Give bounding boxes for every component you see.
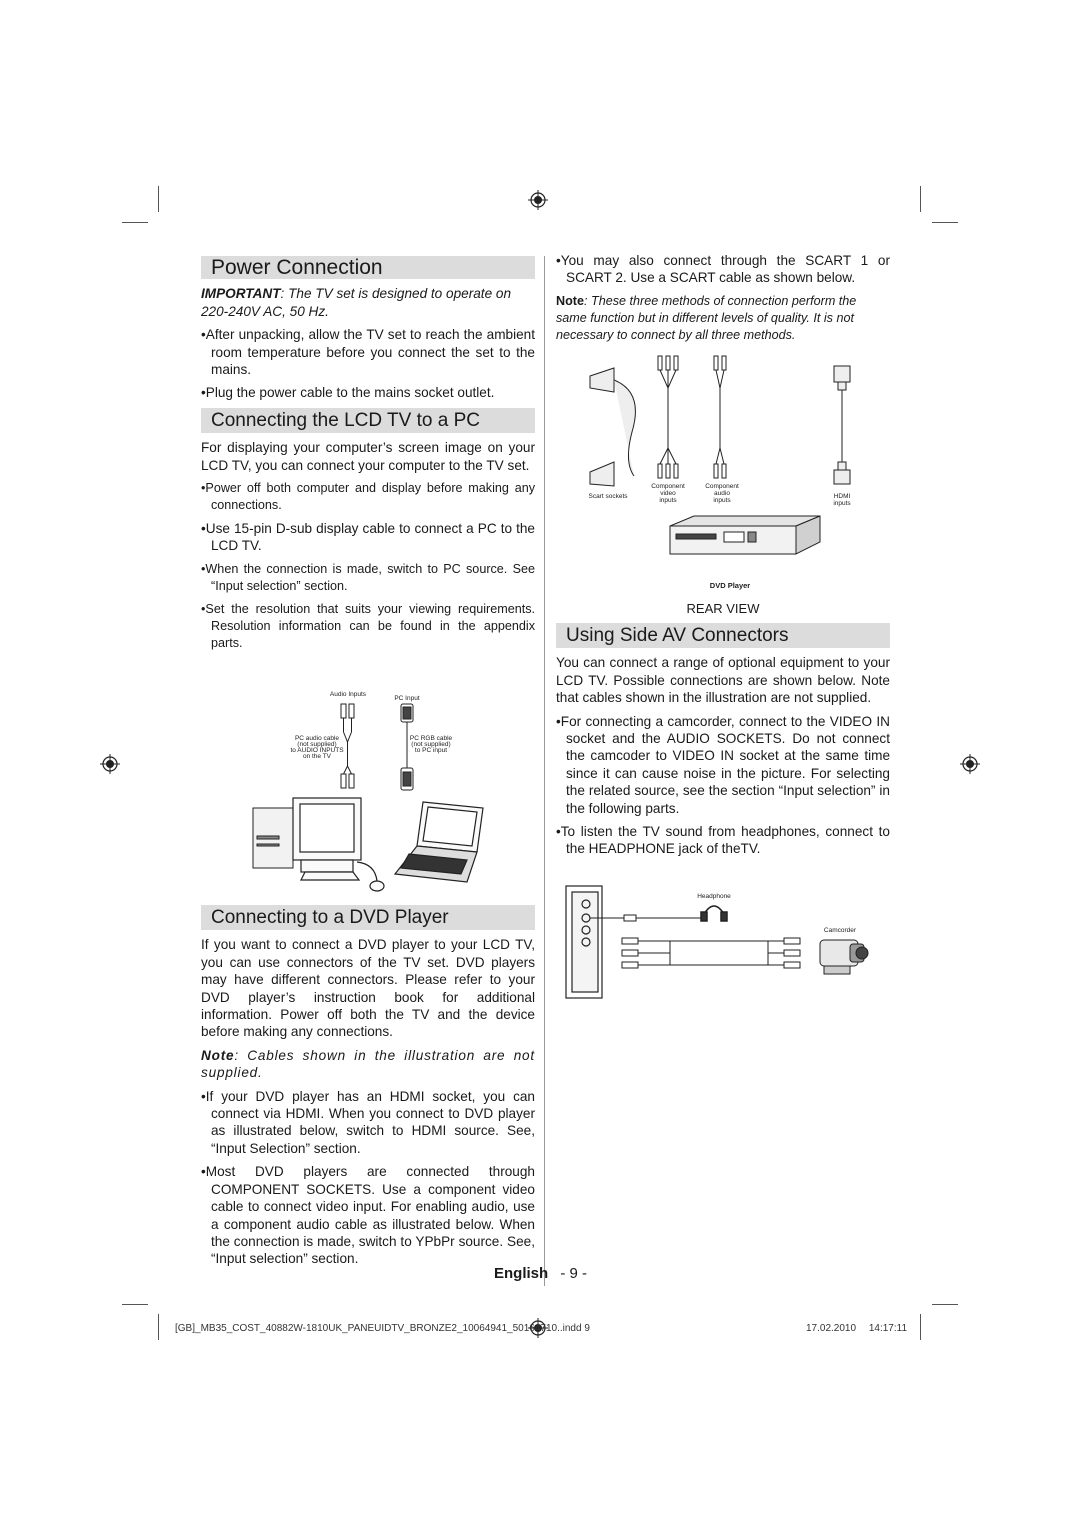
component-audio-cable-icon [714, 356, 726, 478]
component-video-label: video [660, 490, 676, 497]
important-notice [201, 285, 535, 320]
list-item: • Use 15-pin D-sub display cable to connect a PC to the LCD TV. [201, 520, 535, 555]
list-item: • For connecting a camcorder, connect to the VIDEO IN socket and the AUDIO SOCKETS. Do not connect the camcoder to VIDEO IN socket at the same time since it can cause noise in the picture. For selecting the related source, see the section “Input selection” in the following parts. [556, 713, 890, 817]
list-item: • Most DVD players are connected through COMPONENT SOCKETS. Use a component video cable to connect video input. For enabling audio, use a component audio cable as illustrated below. When the connection is made, switch to YPbPr source. See, “Input selection” section. [201, 1163, 535, 1267]
audio-cable-label: (not supplied) [297, 741, 337, 748]
pc-input-label: PC Input [394, 695, 420, 702]
power-connection-heading: Power Connection [201, 256, 535, 279]
component-video-cable-icon [658, 356, 678, 478]
connecting-dvd-heading: Connecting to a DVD Player [201, 905, 535, 930]
list-item: • Power off both computer and display before making any connections. [201, 480, 535, 514]
list-item: • If your DVD player has an HDMI socket, you can connect via HDMI. When you connect to DVD player as illustrated below, switch to HDMI source. See, “Input Selection” section. [201, 1088, 535, 1158]
list-item: • Plug the power cable to the mains socket outlet. [201, 384, 535, 401]
list-item: • To listen the TV sound from headphones, connect to the HEADPHONE jack of theTV. [556, 823, 890, 858]
audio-cable-label: to AUDIO INPUTS [290, 747, 344, 754]
camcorder-icon [820, 940, 868, 974]
rear-view-caption: REAR VIEW [686, 601, 760, 616]
crop-mark [158, 186, 159, 212]
component-audio-label: inputs [713, 497, 731, 504]
page-number: - 9 - [560, 1265, 588, 1282]
audio-inputs-label: Audio Inputs [329, 691, 367, 698]
important-text: : The TV set is designed to operate on 220-240V AC, 50 Hz. [201, 286, 512, 319]
side-av-heading: Using Side AV Connectors [556, 623, 890, 648]
crop-mark [932, 1304, 958, 1305]
pc-tower-icon [253, 808, 293, 868]
dvd-connection-illustration [584, 352, 874, 596]
page-footer [494, 1265, 587, 1282]
side-av-section [556, 623, 890, 864]
pc-connection-illustration [245, 686, 495, 900]
hdmi-label: HDMI [833, 493, 851, 500]
av-cable-icon [622, 938, 800, 968]
audio-plug-icon [341, 704, 354, 788]
component-audio-label: Component [705, 483, 739, 490]
footer-language: English [494, 1265, 549, 1282]
print-date [806, 1323, 907, 1334]
side-av-illustration [564, 884, 874, 1002]
dvd-player-icon [670, 516, 820, 554]
audio-cable-label: on the TV [302, 753, 332, 760]
rgb-cable-label: to PC input [414, 747, 448, 754]
list-item: • You may also connect through the SCART 1 or SCART 2. Use a SCART cable as shown below. [556, 252, 890, 287]
headphone-icon [701, 906, 727, 921]
laptop-icon [395, 802, 483, 882]
monitor-icon [293, 798, 384, 891]
print-time-value: 14:17:11 [868, 1323, 908, 1334]
crop-mark [158, 1314, 159, 1340]
list-item: • Set the resolution that suits your viewing requirements. Resolution information can be found in the appendix parts. [201, 601, 535, 652]
hdmi-cable-icon [834, 366, 850, 484]
headphone-label: Headphone [697, 893, 731, 900]
left-column [201, 256, 535, 658]
note-text: : Cables shown in the illustration are not supplied. [201, 1047, 535, 1081]
connection-note [556, 293, 890, 344]
print-date-value: 17.02.2010 [806, 1323, 857, 1334]
registration-mark-icon [528, 190, 548, 210]
crop-mark [920, 1314, 921, 1340]
note-label: Note [556, 293, 584, 308]
print-slug: [GB]_MB35_COST_40882W-1810UK_PANEUIDTV_BRONZE2_10064941_50164710..indd 9 [175, 1323, 590, 1334]
connecting-pc-heading: Connecting the LCD TV to a PC [201, 408, 535, 433]
note-text: : These three methods of connection perform the same function but in different levels of quality. It is not necessary to connect by all three methods. [556, 293, 857, 342]
registration-mark-icon [960, 754, 980, 774]
component-video-label: inputs [659, 497, 677, 504]
dvd-section [201, 905, 535, 1274]
registration-mark-icon [100, 754, 120, 774]
dvd-player-label: DVD Player [709, 581, 751, 590]
crop-mark [122, 1304, 148, 1305]
side-av-intro: You can connect a range of optional equipment to your LCD TV. Possible connections are shown below. Note that cables shown in the illustration are not supplied. [556, 655, 890, 706]
dvd-note [201, 1047, 535, 1082]
note-label: Note [201, 1047, 235, 1063]
component-video-label: Component [651, 483, 685, 490]
rgb-cable-label: PC RGB cable [409, 735, 453, 742]
list-item: • After unpacking, allow the TV set to reach the ambient room temperature before you connect the set to the mains. [201, 326, 535, 378]
audio-cable-label: PC audio cable [294, 735, 340, 742]
list-item: • When the connection is made, switch to PC source. See “Input selection” section. [201, 561, 535, 595]
scart-sockets-label: Scart sockets [588, 493, 628, 500]
crop-mark [920, 186, 921, 212]
right-column-top [556, 252, 890, 350]
scart-cable-icon [590, 368, 635, 486]
important-label: IMPORTANT [201, 286, 281, 302]
hdmi-label: inputs [833, 500, 851, 507]
headphone-cable-icon [590, 912, 704, 921]
tv-side-panel-icon [566, 886, 602, 998]
column-divider [544, 256, 545, 1286]
component-audio-label: audio [714, 490, 730, 497]
pc-intro: For displaying your computer’s screen image on your LCD TV, you can connect your computer to the TV set. [201, 440, 535, 473]
crop-mark [932, 222, 958, 223]
dvd-intro: If you want to connect a DVD player to your LCD TV, you can use connectors of the TV set. DVD players may have different connectors. Please refer to your DVD player’s instruction book for additional information. Power off both the TV and the device before making any connections. [201, 937, 535, 1040]
camcorder-label: Camcorder [823, 927, 857, 934]
crop-mark [122, 222, 148, 223]
rgb-cable-label: (not supplied) [411, 741, 451, 748]
